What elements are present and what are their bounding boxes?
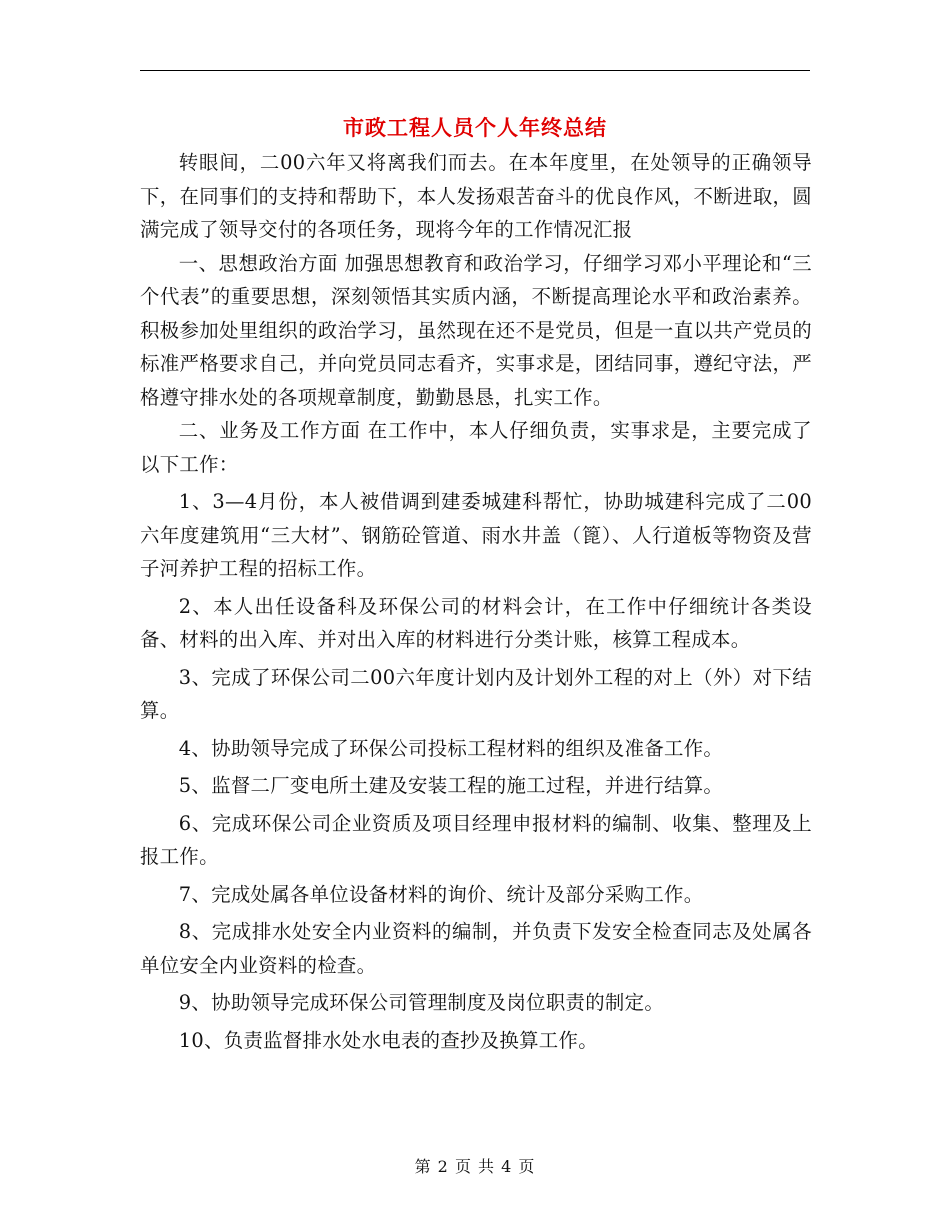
list-item-9: 9、协助领导完成环保公司管理制度及岗位职责的制定。 <box>178 991 665 1014</box>
list-item-10: 10、负责监督排水处水电表的查抄及换算工作。 <box>178 1028 598 1052</box>
list-item-6: 6、完成环保公司企业资质及项目经理申报材料的编制、收集、整理及上报工作。 <box>140 811 812 868</box>
list-item-2: 2、本人出任设备科及环保公司的材料会计，在工作中仔细统计各类设备、材料的出入库、并对出入库的材料进行分类计账，核算工程成本。 <box>140 594 812 651</box>
paragraph-business: 二、业务及工作方面 在工作中，本人仔细负责，实事求是，主要完成了以下工作： <box>140 419 812 476</box>
list-item-1: 1、3—4月份，本人被借调到建委城建科帮忙，协助城建科完成了二00六年度建筑用“三大材”、钢筋砼管道、雨水井盖（篦）、人行道板等物资及营子河养护工程的招标工作。 <box>140 490 812 580</box>
page-number: 第 2 页 共 4 页 <box>414 1157 536 1176</box>
document-title: 市政工程人员个人年终总结 <box>343 116 607 140</box>
paragraph-intro: 转眼间，二00六年又将离我们而去。在本年度里，在处领导的正确领导下，在同事们的支持和帮助下，本人发扬艰苦奋斗的优良作风，不断进取，圆满完成了领导交付的各项任务，现将今年的工作情况汇报 <box>140 151 812 241</box>
list-item-8: 8、完成排水处安全内业资料的编制，并负责下发安全检查同志及处属各单位安全内业资料的检查。 <box>140 920 812 977</box>
header-rule <box>140 70 810 71</box>
list-item-7: 7、完成处属各单位设备材料的询价、统计及部分采购工作。 <box>178 882 704 906</box>
list-item-3: 3、完成了环保公司二00六年度计划内及计划外工程的对上（外）对下结算。 <box>140 665 812 722</box>
list-item-4: 4、协助领导完成了环保公司投标工程材料的组织及准备工作。 <box>178 736 724 760</box>
document-body <box>140 146 812 1061</box>
list-item-5: 5、监督二厂变电所土建及安装工程的施工过程，并进行结算。 <box>178 774 724 797</box>
paragraph-political: 一、思想政治方面 加强思想教育和政治学习，仔细学习邓小平理论和“三个代表”的重要思想，深刻领悟其实质内涵，不断提高理论水平和政治素养。积极参加处里组织的政治学习，虽然现在还不是党员，但是一直以共产党员的标准严格要求自己，并向党员同志看齐，实事求是，团结同事，遵纪守法，严格遵守排水处的各项规章制度，勤勤恳恳，扎实工作。 <box>140 251 812 409</box>
